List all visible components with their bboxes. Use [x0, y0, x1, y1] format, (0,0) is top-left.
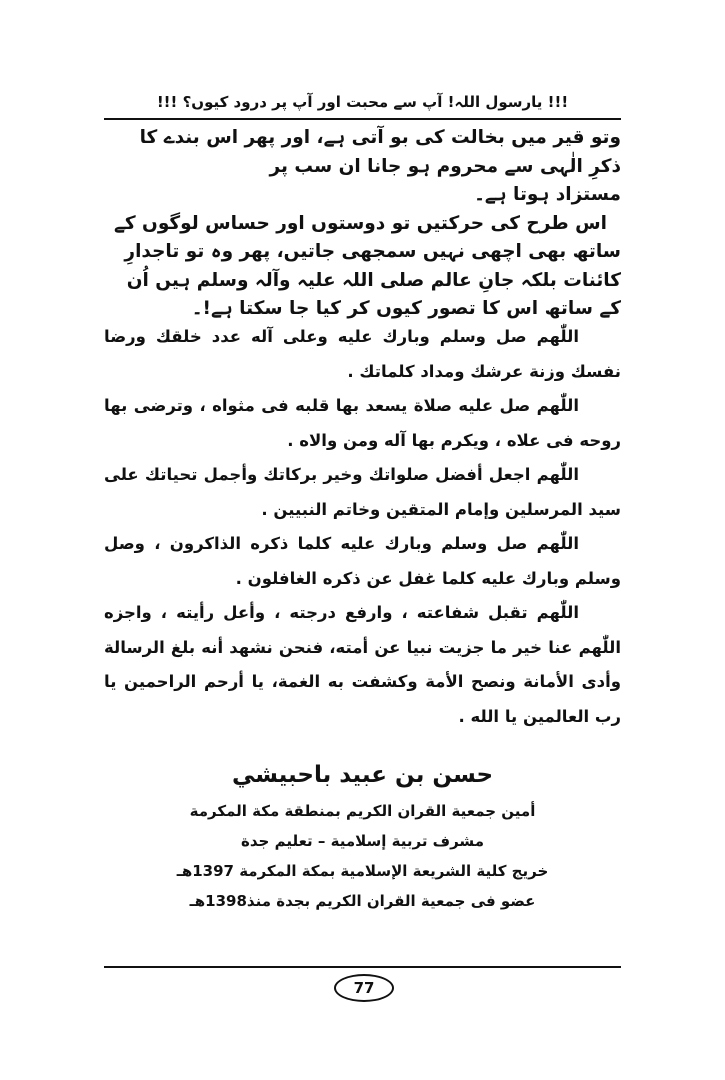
author-title-1: أمين جمعية القران الكريم بمنطقة مكة المكرمة — [189, 802, 536, 820]
author-signature — [104, 758, 621, 916]
supplication-2: اللّٰهم صل عليه صلاة يسعد بها قلبه فى مثواه ، وترضى بها روحه فى علاه ، ويكرم بها آله ومن والاه . — [104, 396, 621, 450]
arabic-supplications — [104, 320, 621, 734]
urdu-paragraph-2: اس طرح کی حرکتیں تو دوستوں اور حساس لوگوں کے ساتھ بھی اچھی نہیں سمجھی جاتیں، پھر وہ تو تاجدارِ کائنات بلکہ جانِ عالم صلی اللہ علیہ وآلہ وسلم ہیں اُن کے ساتھ اس کا تصور کیوں کر کیا جا سکتا ہے!۔ — [113, 212, 621, 319]
author-title-4: عضو فى جمعية القران الكريم بجدة منذ1398هـ — [189, 892, 536, 910]
supplication-5: اللّٰهم تقبل شفاعته ، وارفع درجته ، وأعل رأيته ، واجزه اللّٰهم عنا خير ما جزيت نبيا عن أمته، فنحن نشهد أنه بلغ الرسالة وأدى الأمانة ونصح الأمة وكشفت به الغمة، يا أرحم الراحمين يا رب العالمين يا الله . — [104, 603, 621, 726]
page-number: 77 — [334, 974, 394, 1002]
supplication-4: اللّٰهم صل وسلم وبارك عليه كلما ذكره الذاكرون ، وصل وسلم وبارك عليه كلما غفل عن ذكره الغافلون . — [104, 534, 621, 588]
supplication-1: اللّٰهم صل وسلم وبارك عليه وعلى آله عدد خلقك ورضا نفسك وزنة عرشك ومداد كلماتك . — [104, 327, 621, 381]
author-title-2: مشرف تربية إسلامية – تعليم جدة — [241, 832, 484, 850]
supplication-3: اللّٰهم اجعل أفضل صلواتك وخير بركاتك وأجمل تحياتك على سيد المرسلين وإمام المتقين وخاتم النبيين . — [104, 465, 621, 519]
urdu-paragraph-1-line-2: مستزاد ہوتا ہے۔ — [474, 184, 621, 205]
running-header: !!! یارسول اللہ! آپ سے محبت اور آپ پر درود کیوں؟ !!! — [156, 93, 569, 111]
author-title-3: خريج كلية الشريعة الإسلامية بمكة المكرمة 1397هـ — [176, 862, 549, 880]
urdu-text-block — [104, 124, 621, 324]
header-divider — [104, 118, 621, 120]
urdu-paragraph-1-line-1: وتو قیر میں بخالت کی بو آتی ہے، اور پھر اس بندے کا ذکرِ الٰہی سے محروم ہو جانا ان سب پر — [139, 127, 621, 177]
author-name: حسن بن عبيد باحبيشي — [231, 762, 494, 788]
footer-divider — [104, 966, 621, 968]
